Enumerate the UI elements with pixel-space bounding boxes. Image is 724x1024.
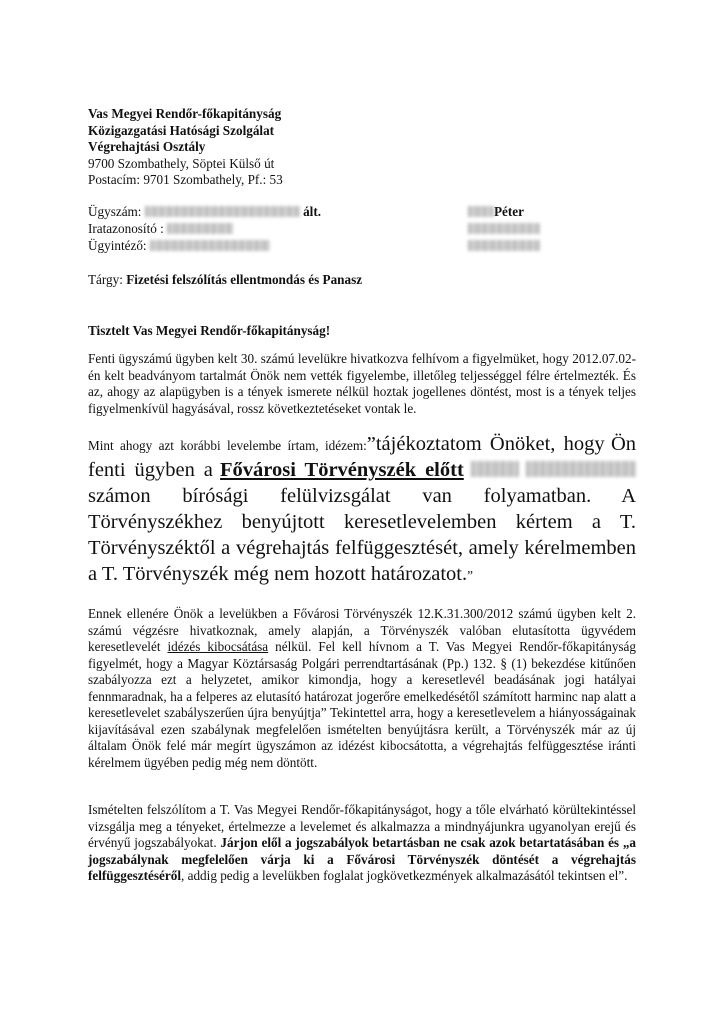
case-number-row <box>88 204 648 221</box>
quote-close: ” <box>467 568 473 583</box>
recipient-name <box>468 204 524 221</box>
sender-line-2: Közigazgatási Hatósági Szolgálat <box>88 122 275 138</box>
quote-open: ”tájékoztatom Önöket, hogy <box>366 433 605 455</box>
subject-line <box>88 272 362 289</box>
redacted-address-1 <box>468 223 540 234</box>
quote-line-2-start: Ön fenti ügyben a <box>88 433 636 481</box>
paragraph-3-part-2: nélkül. Fel kell hívnom a T. Vas Megyei Rendőr-főkapitányság figyelmét, hogy a Magyar Köztársaság Polgári perrendtartásának (Pp.) 132. § (1) bekezdése kitűnően szabályozza ezt a helyzetet, amikor kimondja, hogy a keresetlevél beadásának jogi hatályai fennmaradnak, ha a felperes az elutasító határozat jogerőre emelkedésétől számított harminc nap alatt a keresetlevelet szabályszerűen újra benyújtja” <box>88 639 637 720</box>
officer-row <box>88 238 648 255</box>
subject-text: Fizetési felszólítás ellentmondás és Panasz <box>126 272 363 287</box>
redacted-case-number <box>145 206 300 217</box>
redacted-address-2 <box>468 240 540 251</box>
reference-block <box>88 204 648 255</box>
subject-label: Tárgy: <box>88 272 123 287</box>
officer-label: Ügyintéző: <box>88 238 147 253</box>
redacted-address-line-2 <box>468 238 540 255</box>
quote-line-3-end: számon bírósági felülvizsgálat van folyamatban. <box>88 485 592 507</box>
paragraph-4-part-1: Ismételten felszólítom a T. Vas Megyei Rendőr-főkapitányságot, hogy a tőle elvárható körültekintéssel vizsgálja meg a tényeket, értelmezze a levelemet és alkalmazza a mindnyájunkra ugyanolyan erejű és érvényű jogszabályokat. <box>88 802 636 850</box>
sender-address: 9700 Szombathely, Söptei Külső út <box>88 155 275 171</box>
paragraph-3 <box>88 606 636 771</box>
court-name: Fővárosi Törvényszék előtt <box>220 459 464 481</box>
paragraph-3-part-3: Tekintettel arra, hogy a keresetlevelem a hiányosságainak kijavításával ezen szabálynak megfelelően ismételten benyújtásra került, a Törvényszék már az új általam Önök felé már megírt ügyszámon az idézést kibocsátotta, a végrehajtás felfüggesztése iránti kérelmem ügyében pedig még nem döntött. <box>88 705 637 770</box>
paragraph-4-bold: Járjon elől a jogszabályok betartásban ne csak azok betartatásában és „a jogszabálynak megfelelően várja ki a Fővárosi Törvényszék döntését a végrehajtás felfüggesztéséről <box>88 835 637 883</box>
quote-rest: A Törvényszékhez benyújtott keresetlevelemben kértem a T. Törvényszéktől a végrehajtás felfüggesztését, amely kérelmemben a T. Törvényszék még nem hozott határozatot. <box>88 485 636 585</box>
redacted-case-part-2 <box>526 461 636 477</box>
redacted-officer <box>150 240 270 251</box>
case-number-label: Ügyszám: <box>88 204 142 219</box>
paragraph-4 <box>88 802 636 885</box>
case-number-suffix: ált. <box>303 204 322 219</box>
document-id-label: Iratazonosító : <box>88 221 164 236</box>
redacted-address-line-1 <box>468 221 540 238</box>
paragraph-1: Fenti ügyszámú ügyben kelt 30. számú levelükre hivatkozva felhívom a figyelmüket, hogy 2012.07.02-én kelt beadványom tartalmát Önök nem vették figyelembe, illetőleg teljességgel félre értelmezték. És az, ahogy az alapügyben is a tények ismerete nélkül hoztak jogellenes döntést, most is a tények teljes figyelmenkívül hagyásával, rossz következtetéseket vontak le. <box>88 351 636 416</box>
document-id-row <box>88 221 648 238</box>
paragraph-3-part-1: Ennek ellenére Önök a levelükben a Fővárosi Törvényszék 12.K.31.300/2012 számú ügyben kelt 2. számú végzésre hivatkoznak, amely alapján, a Törvényszék valóban elutasította ügyvédem keresetlevelét <box>88 606 636 654</box>
sender-line-3: Végrehajtási Osztály <box>88 139 206 154</box>
paragraph-3-underlined: idézés kibocsátása <box>167 639 269 654</box>
salutation: Tisztelt Vas Megyei Rendőr-főkapitányság! <box>88 323 331 338</box>
sender-block <box>88 106 283 189</box>
quoted-paragraph <box>88 432 636 588</box>
quote-intro: Mint ahogy azt korábbi levelembe írtam, idézem: <box>88 438 367 453</box>
sender-postal: Postacím: 9701 Szombathely, Pf.: 53 <box>88 172 283 187</box>
paragraph-4-part-2: , addig pedig a levelükben foglalat jogkövetkezmények alkalmazásától tekintsen el”. <box>181 868 628 883</box>
redacted-case-part-1 <box>471 461 519 477</box>
sender-line-1: Vas Megyei Rendőr-főkapitányság <box>88 106 282 121</box>
recipient-first-name: Péter <box>494 204 525 219</box>
redacted-surname <box>468 206 494 217</box>
redacted-document-id <box>167 223 233 234</box>
